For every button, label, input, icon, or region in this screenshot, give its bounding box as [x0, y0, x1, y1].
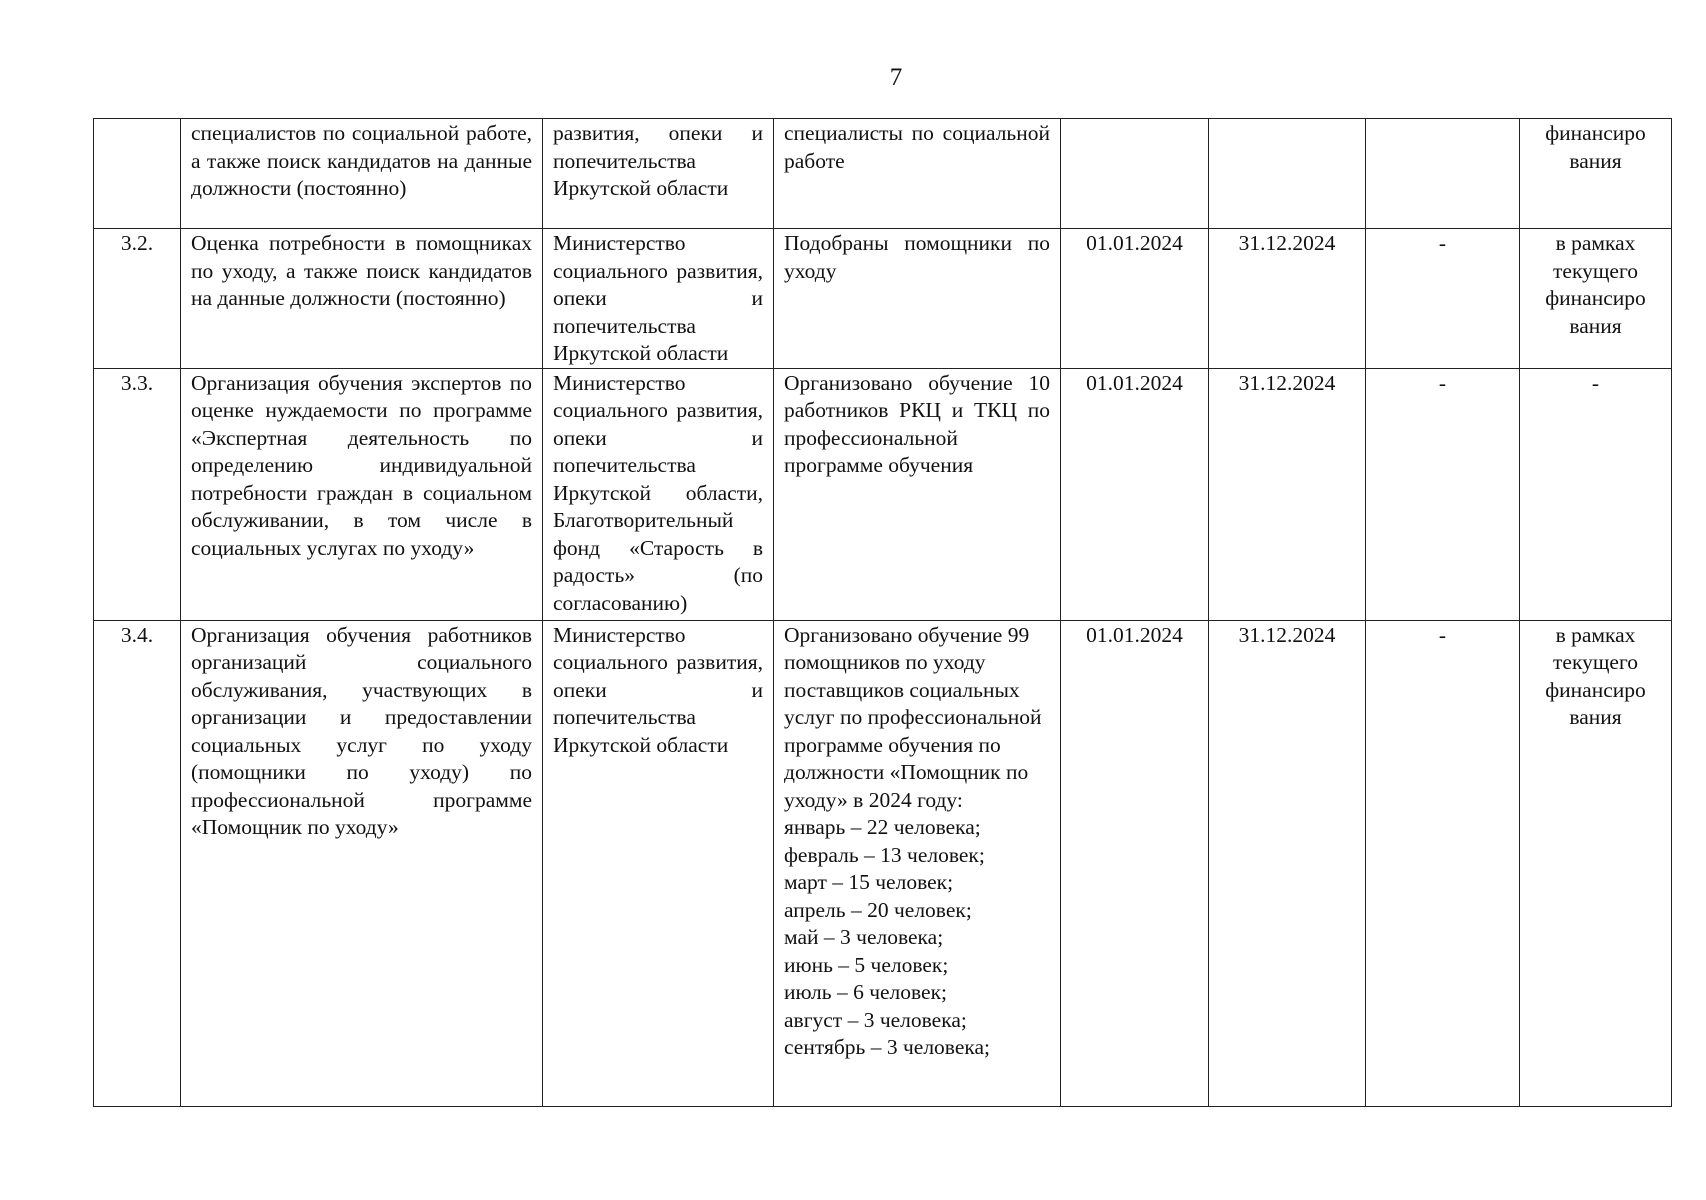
cell-start-date: 01.01.2024 [1061, 620, 1209, 1106]
cell-executor: Министерство социального развития, опеки и попечительства Иркутской области [543, 620, 774, 1106]
activity-plan-table [93, 118, 1672, 1107]
cell-number: 3.3. [94, 368, 181, 620]
cell-funding-source: - [1520, 368, 1672, 620]
cell-number: 3.2. [94, 229, 181, 369]
table-row [94, 229, 1672, 369]
cell-cost: - [1366, 368, 1520, 620]
table-row [94, 620, 1672, 1106]
cell-number: 3.4. [94, 620, 181, 1106]
cell-result: специалисты по социальной работе [774, 119, 1061, 229]
cell-activity-name: Оценка потребности в помощниках по уходу, а также поиск кандидатов на данные должности (постоянно) [181, 229, 543, 369]
cell-activity-name: специалистов по социальной работе, а также поиск кандидатов на данные должности (постоянно) [181, 119, 543, 229]
cell-funding-source: в рамках текущего финансиро вания [1520, 229, 1672, 369]
cell-start-date: 01.01.2024 [1061, 229, 1209, 369]
cell-result: Организовано обучение 10 работников РКЦ и ТКЦ по профессиональной программе обучения [774, 368, 1061, 620]
table-row [94, 119, 1672, 229]
cell-executor: развития, опеки и попечительства Иркутской области [543, 119, 774, 229]
cell-cost: - [1366, 229, 1520, 369]
cell-executor: Министерство социального развития, опеки и попечительства Иркутской области, Благотворительный фонд «Старость в радость» (по согласованию) [543, 368, 774, 620]
cell-end-date: 31.12.2024 [1209, 620, 1366, 1106]
cell-funding-source: в рамках текущего финансиро вания [1520, 620, 1672, 1106]
page-number: 7 [889, 64, 903, 91]
cell-cost [1366, 119, 1520, 229]
cell-funding-source: финансиро вания [1520, 119, 1672, 229]
cell-activity-name: Организация обучения работников организаций социального обслуживания, участвующих в организации и предоставлении социальных услуг по уходу (помощники по уходу) по профессиональной программе «Помощник по уходу» [181, 620, 543, 1106]
table-row [94, 368, 1672, 620]
cell-start-date: 01.01.2024 [1061, 368, 1209, 620]
cell-start-date [1061, 119, 1209, 229]
cell-end-date [1209, 119, 1366, 229]
cell-end-date: 31.12.2024 [1209, 368, 1366, 620]
cell-executor: Министерство социального развития, опеки и попечительства Иркутской области [543, 229, 774, 369]
cell-cost: - [1366, 620, 1520, 1106]
cell-end-date: 31.12.2024 [1209, 229, 1366, 369]
cell-activity-name: Организация обучения экспертов по оценке нуждаемости по программе «Экспертная деятельность по определению индивидуальной потребности граждан в социальном обслуживании, в том числе в социальных услугах по уходу» [181, 368, 543, 620]
cell-number [94, 119, 181, 229]
cell-result: Подобраны помощники по уходу [774, 229, 1061, 369]
cell-result: Организовано обучение 99 помощников по уходу поставщиков социальных услуг по профессиональной программе обучения по должности «Помощник по уходу» в 2024 году: январь – 22 человека; февраль – 13 человек; март – 15 человек; апрель – 20 человек; май – 3 человека; июнь – 5 человек; июль – 6 человек; август – 3 человека; сентябрь – 3 человека; [774, 620, 1061, 1106]
